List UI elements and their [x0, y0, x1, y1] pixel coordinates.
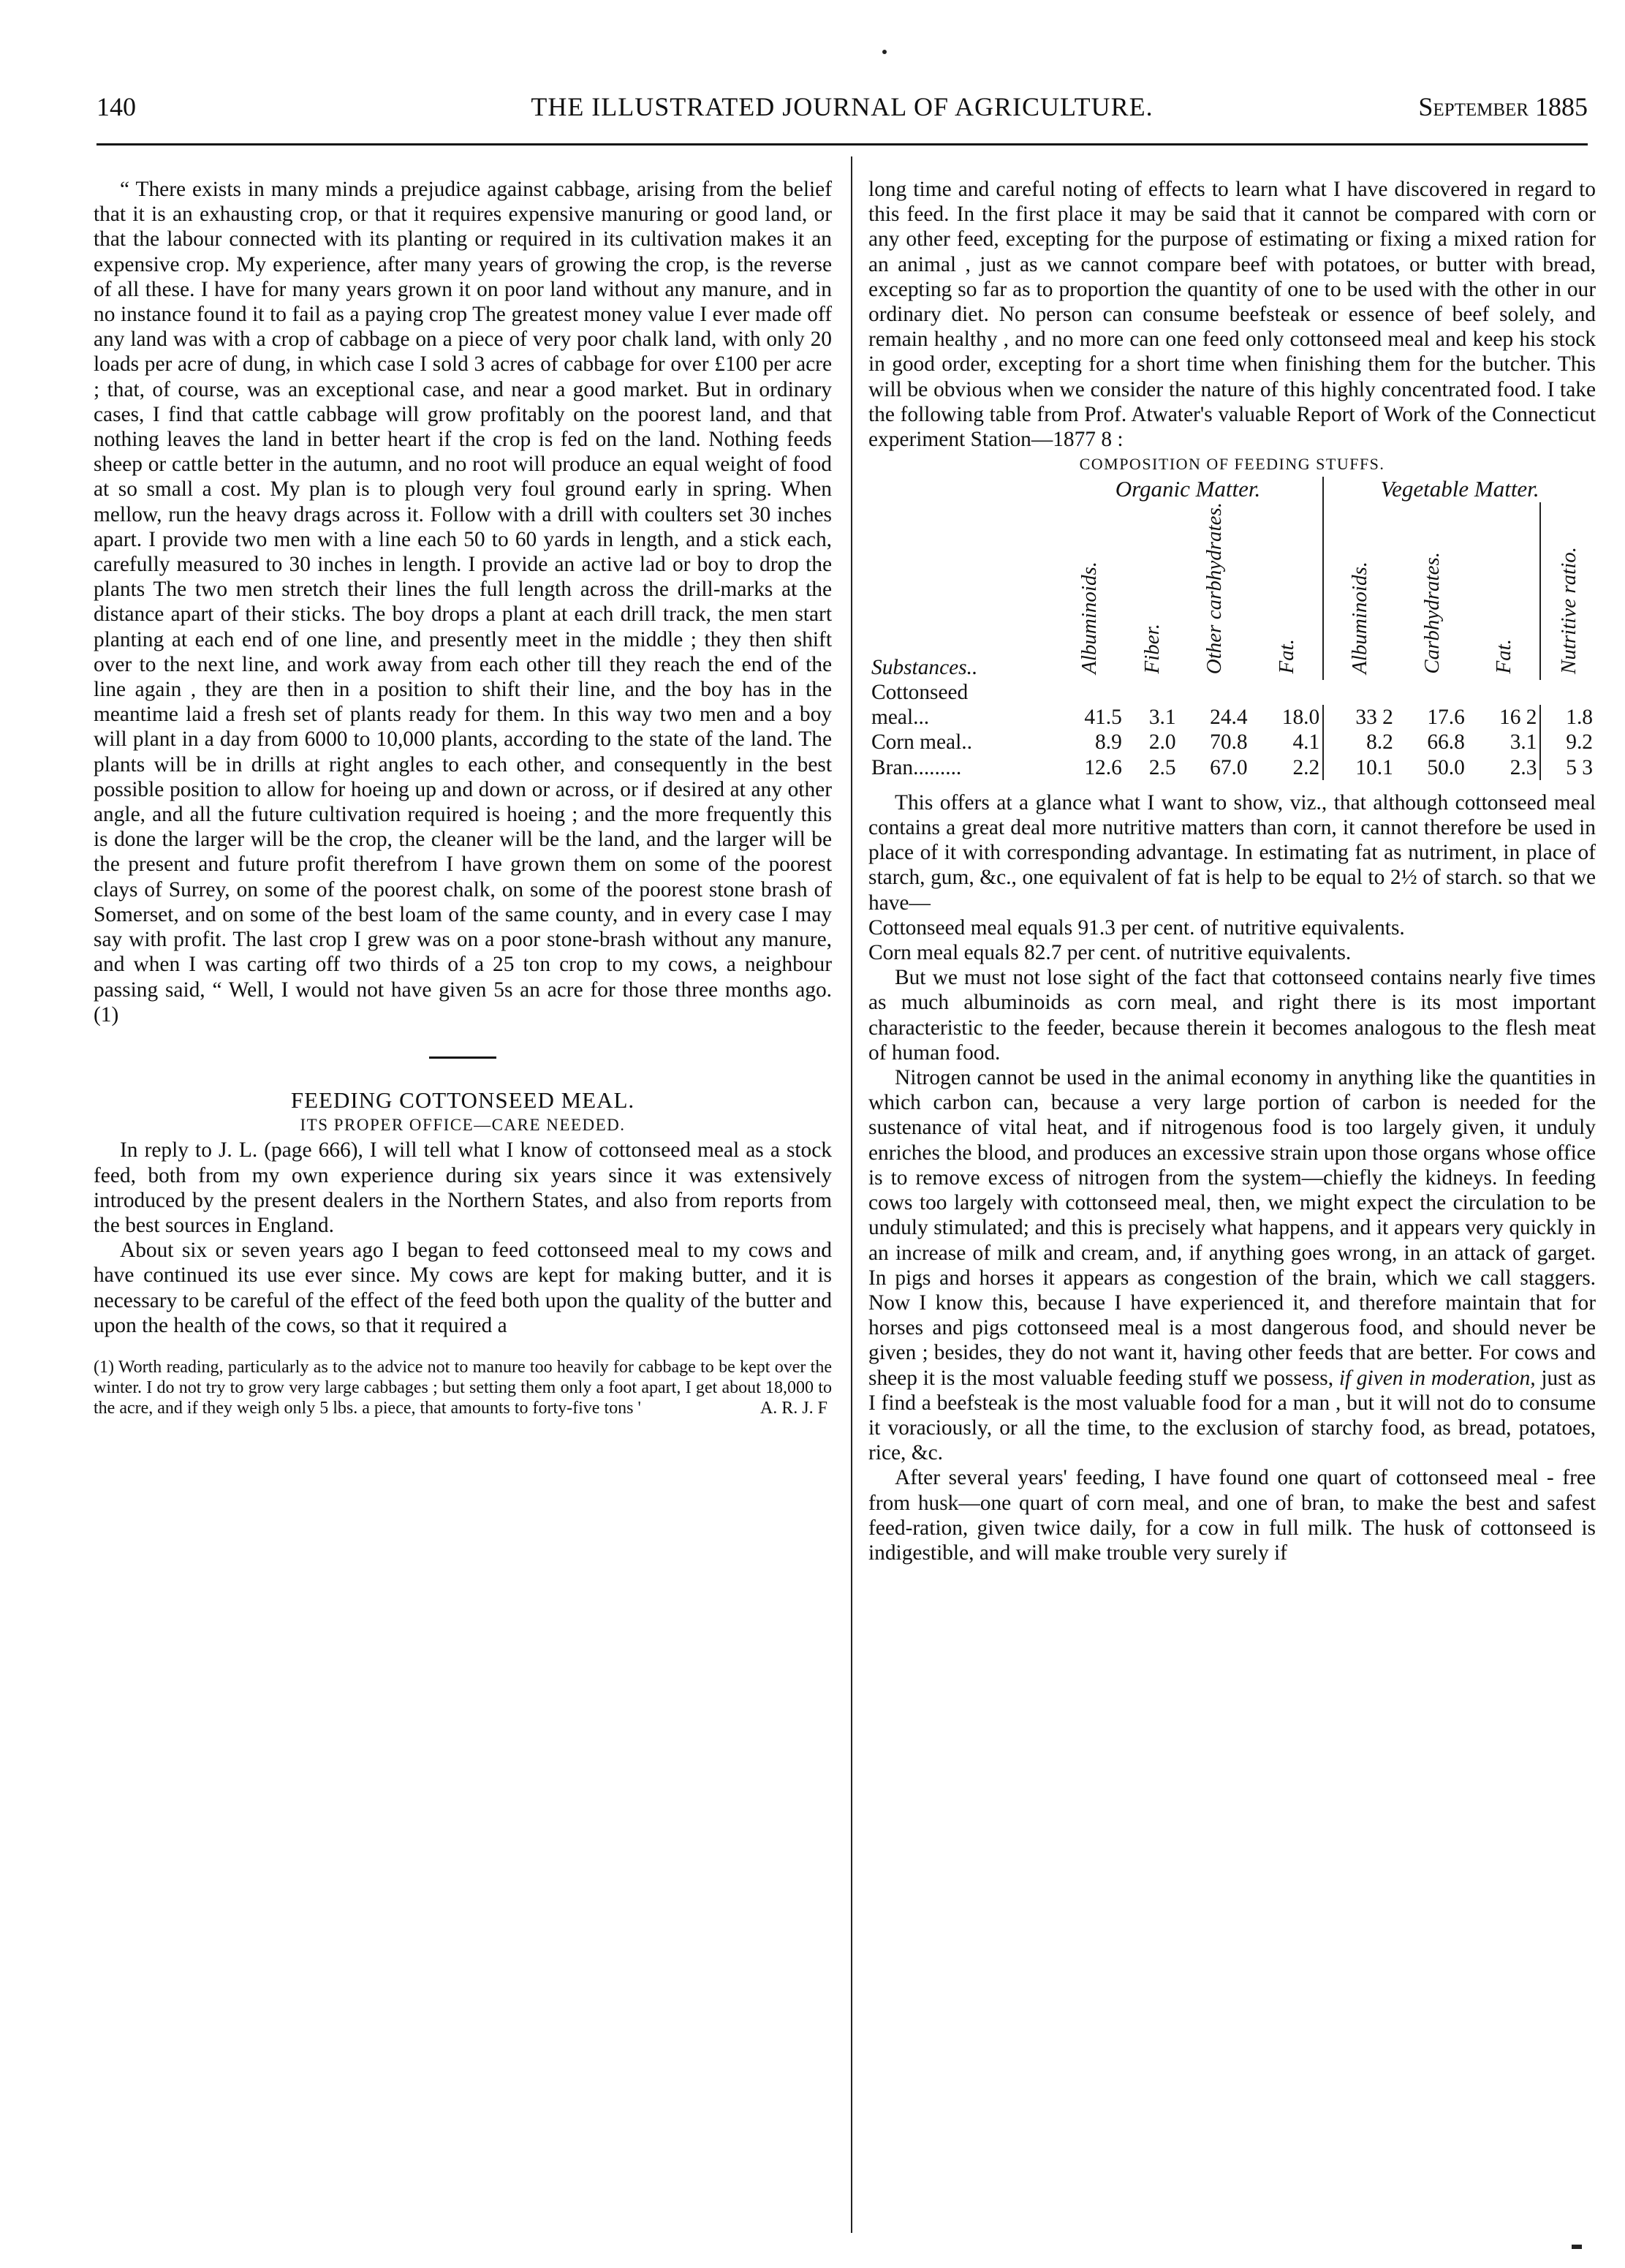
composition-table	[868, 477, 1596, 779]
table-row	[868, 755, 1596, 780]
column-divider	[851, 156, 852, 2233]
table-cell: 2.5	[1148, 755, 1176, 779]
row-label-prefix: Cottonseed	[871, 681, 969, 705]
substances-label: Substances..	[871, 655, 978, 679]
table-cell: 10.1	[1323, 755, 1396, 780]
table-cell: 16 2	[1499, 706, 1537, 730]
footnote-text: (1) Worth reading, particularly as to the advice not to manure too heavily for cabbage to be kept over the winter. I do not try to grow very large cabbages ; but setting them only a foot apart, I get about 18,000 to the acre, and if they weigh only 5 lbs. a piece, that amounts to forty-five tons '	[94, 1357, 832, 1418]
table-cell: 17.6	[1427, 706, 1465, 730]
table-cell: 2.0	[1148, 730, 1176, 755]
table-cell: 70.8	[1210, 730, 1248, 755]
table-row	[868, 730, 1596, 755]
table-cell: 9.2	[1540, 730, 1596, 755]
col-header-other-carbhydrates: Other carbhydrates.	[1202, 502, 1227, 674]
table-cell: 33 2	[1323, 705, 1396, 730]
page-header	[96, 85, 1588, 129]
col-header-albuminoids: Albuminoids.	[1077, 561, 1101, 674]
header-rule	[96, 143, 1588, 145]
footnote	[94, 1357, 832, 1418]
table-cell: 12.6	[1084, 755, 1122, 779]
col-header-veg-albuminoids: Albuminoids.	[1323, 502, 1396, 680]
issue-date: September 1885	[1418, 92, 1588, 121]
group-organic-matter: Organic Matter.	[1115, 476, 1261, 502]
table-cell: 8.9	[1095, 730, 1122, 755]
table-row	[868, 705, 1596, 730]
col-header-fiber: Fiber.	[1140, 624, 1164, 674]
col-header-carbhydrates: Carbhydrates.	[1420, 552, 1444, 674]
right-column	[868, 177, 1596, 1565]
table-cell: 4.1	[1292, 730, 1320, 755]
article-subheading: ITS PROPER OFFICE—CARE NEEDED.	[300, 1116, 626, 1135]
paragraph-long-time: long time and careful noting of effects to learn what I have discovered in regard to this feed. In the first place it may be said that it cannot be compared with corn or any other feed, excepting for the purpose of estimating or fixing a mixed ration for an animal , just as we cannot compare beef with potatoes, or butter with bread, excepting so far as to proportion the quantity of one to be used with the other in our ordinary diet. No person can consume beefsteak or essence of beef solely, and remain healthy , and no more can one feed only cottonseed meal and keep his stock in good order, excepting for a short time when finishing them for the butcher. This will be obvious when we consider the nature of this highly concentrated food. I take the following table from Prof. Atwater's valuable Report of Work of the Connecticut experiment Station—1877 8 :	[868, 178, 1596, 452]
table-caption: COMPOSITION OF FEEDING STUFFS.	[1079, 455, 1385, 474]
table-column-header-row	[868, 502, 1596, 680]
table-cell: 41.5	[1084, 706, 1122, 730]
table-cell: 66.8	[1427, 730, 1465, 755]
printer-mark	[1572, 2245, 1582, 2249]
table-cell: 5 3	[1540, 755, 1596, 780]
ink-dot	[882, 50, 887, 54]
journal-title: THE ILLUSTRATED JOURNAL OF AGRICULTURE.	[531, 92, 1154, 121]
table-cell: 8.2	[1323, 730, 1396, 755]
paragraph-but: But we must not lose sight of the fact that cottonseed contains nearly five times as much albuminoids as corn meal, and right there is its most important characteristic to the feeder, because therein it becomes analogous to the flesh meat of human food.	[868, 966, 1596, 1065]
table-cell: 3.1	[1510, 730, 1537, 755]
table-cell: 2.3	[1510, 755, 1537, 779]
section-divider	[429, 1056, 496, 1059]
paragraph-nitrogen: Nitrogen cannot be used in the animal economy in anything like the quantities in which carbon can, because a very large portion of carbon is needed for the sustenance of vital heat, and if nitrogenous food is too largely given, it unduly enriches the blood, and produces an excessive strain upon those organs whose office is to remove excess of nitrogen from the system—chiefly the kidneys. In feeding cows too largely with cottonseed meal, then, we might expect the circulation to be unduly stimulated; and this is precisely what happens, and it appears very quickly in an increase of milk and cream, and, if anything goes wrong, in an attack of garget. In pigs and horses it appears as congestion of the brain, which we call staggers. Now I know this, because I have experienced it, and therefore maintain that for horses and pigs cottonseed meal is a most dangerous food, and should never be given ; besides, they do not want it, having other feeds that are better. For cows and sheep it is the most valuable feeding stuff we possess, if given in moderation, just as I find a beefsteak is the most valuable food for a man , but it will not do to consume it voraciously, or all the time, to the exclusion of starchy food, as bread, potatoes, rice, &c.	[868, 1066, 1596, 1465]
emphasis-in-moderation: if given in moderation,	[1338, 1366, 1536, 1390]
page-number: 140	[96, 92, 136, 121]
paragraph-offers: This offers at a glance what I want to show, viz., that although cottonseed meal contains a great deal more nutritive matters than corn, it cannot therefore be used in place of it with corresponding advantage. In estimating fat as nutriment, in place of starch, gum, &c., one equivalent of fat is help to be equal to 2½ of starch. so that we have—	[868, 790, 1596, 915]
table-cell: 2.2	[1292, 755, 1320, 779]
cabbage-paragraph: “ There exists in many minds a prejudice against cabbage, arising from the belief that it is an exhausting crop, or that it requires expensive manuring or good land, or that the labour connected with its planting or required in its cultivation makes it an expensive crop. My experience, after many years of growing the crop, is the reverse of all these. I have for many years grown it on poor land without any manure, and in no instance found it to fail as a paying crop The greatest money value I ever made off any land was with a crop of cabbage on a piece of very poor chalk land, with only 20 loads per acre of dung, in which case I sold 3 acres of cabbage for over £100 per acre ; that, of course, was an exceptional case, and near a good market. But in ordinary cases, I find that cattle cabbage will grow profitably on the poorest land, and that nothing leaves the land in better heart if the crop is fed on the land. Nothing feeds sheep or cattle better in the autumn, and no root will produce an equal weight of food at so small a cost. My plan is to plough very foul ground early in spring. When mellow, run the heavy drags across it. Follow with a drill with coulters set 30 inches apart. I provide two men with a line each 50 to 60 yards in length, and a stick each, carefully measured to 30 inches in length. I provide an active lad or boy to drop the plants The two men stretch their lines the full length across the drill-marks at the distance apart of their sticks. The boy drops a plant at each drill track, the men start planting at each end of one line, and presently meet in the middle ; they then shift over to the next line, and work away from each other till they reach the end of the line again , they are then in a position to shift their line, and the boy has in the meantime laid a fresh set of plants ready for them. In this way two men and a boy will plant in a day from 6000 to 10,000 plants, according to the state of the land. The plants will be in drills at right angles to each other, and consequently in the best possible position to allow for hoeing up and down or across, or if desired at any other angle, and all the future cultivation required is hoeing ; and the more frequently this is done the larger will be the crop, the cleaner will be the land, and the larger will be the present and future profit therefrom I have grown them on some of the poorest clays of Surrey, on some of the poorest chalk, on some of the poorest stone brash of Somerset, and on some of the best loam of the same county, and in every case I may say with profit. The last crop I grew was on a poor stone-brash without any manure, and when I was carting off two thirds of a 25 ton crop to my cows, a neighbour passing said, “ Well, I would not have given 5s an acre for those three months ago. (1)	[94, 178, 832, 1027]
footnote-signature: A. R. J. F	[760, 1398, 827, 1418]
row-label: meal...	[871, 706, 930, 730]
col-header-nutritive-ratio: Nutritive ratio.	[1540, 502, 1596, 680]
left-column	[94, 177, 832, 1418]
table-row-label-cottonseed	[868, 680, 1596, 705]
row-label: Bran.........	[871, 755, 962, 779]
group-vegetable-matter: Vegetable Matter.	[1323, 477, 1596, 502]
equivalents-corn: Corn meal equals 82.7 per cent. of nutritive equivalents.	[868, 941, 1352, 965]
table-cell: 3.1	[1148, 706, 1176, 730]
equivalents-cottonseed: Cottonseed meal equals 91.3 per cent. of nutritive equivalents.	[868, 915, 1405, 940]
table-cell: 67.0	[1210, 755, 1248, 779]
paragraph-after: After several years' feeding, I have found one quart of cottonseed meal - free from husk—one quart of corn meal, and one of bran, to make the best and safest feed-ration, given twice daily, for a cow in full milk. The husk of cottonseed is indigestible, and will make trouble very surely if	[868, 1466, 1596, 1565]
row-label: Corn meal..	[871, 730, 972, 755]
paragraph-reply: In reply to J. L. (page 666), I will tell what I know of cottonseed meal as a stock feed, both from my own experience during six years since it was extensively introduced by the present dealers in the Northern States, and also from reports from the best sources in England.	[94, 1138, 832, 1237]
table-cell: 1.8	[1540, 705, 1596, 730]
article-heading: FEEDING COTTONSEED MEAL.	[290, 1086, 635, 1113]
table-cell: 50.0	[1427, 755, 1465, 779]
table-group-header-row	[868, 477, 1596, 502]
paragraph-about: About six or seven years ago I began to feed cottonseed meal to my cows and have continued its use ever since. My cows are kept for making butter, and it is necessary to be careful of the effect of the feed both upon the quality of the butter and upon the health of the cows, so that it required a	[94, 1239, 832, 1337]
col-header-veg-fat: Fat.	[1492, 639, 1516, 674]
table-cell: 18.0	[1281, 706, 1320, 730]
table-cell: 24.4	[1210, 706, 1248, 730]
col-header-fat: Fat.	[1274, 639, 1298, 674]
